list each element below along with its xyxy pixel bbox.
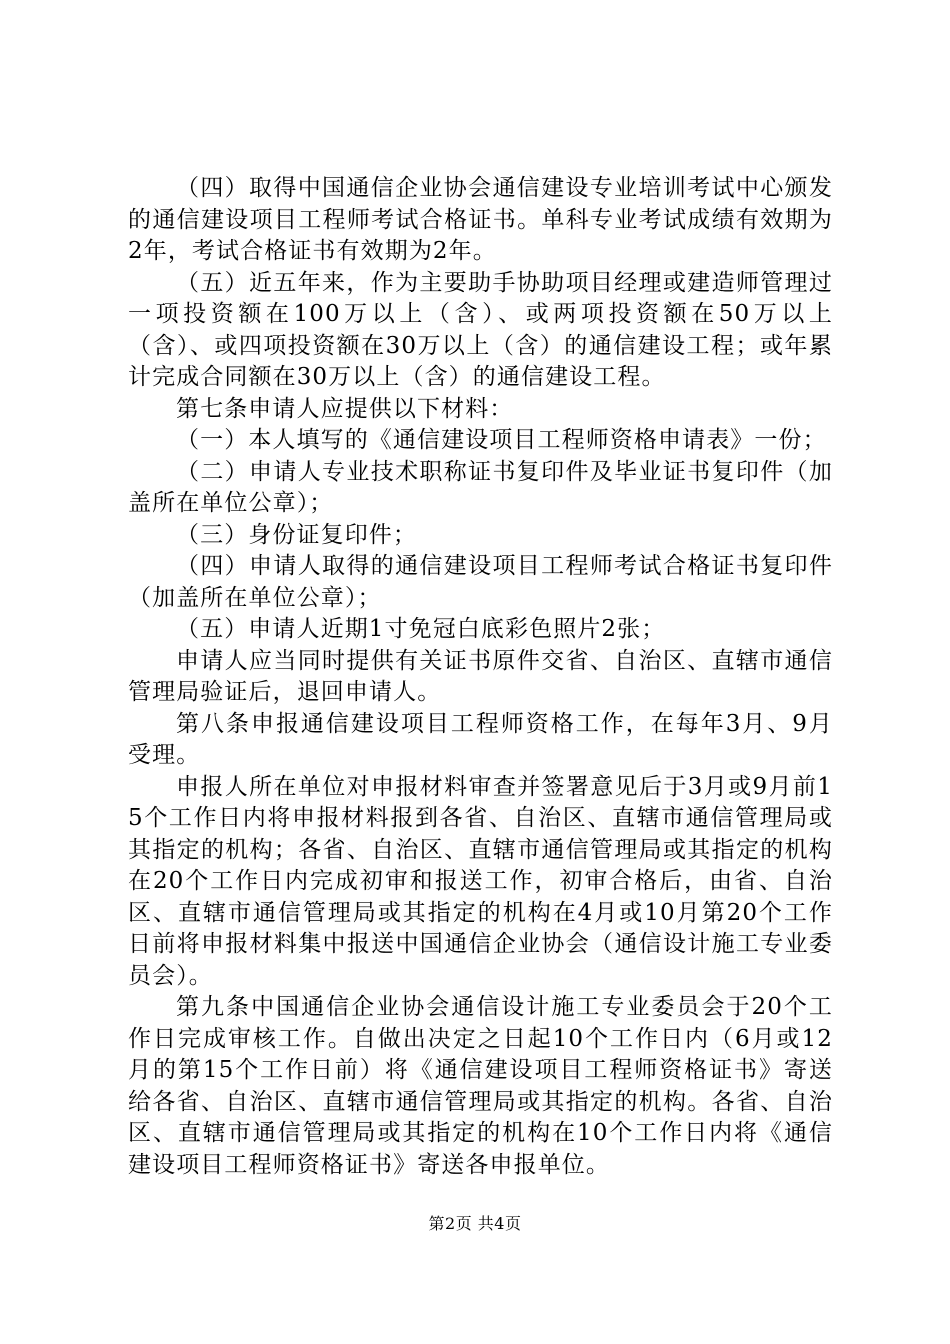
paragraph-material-5: （五）申请人近期1寸免冠白底彩色照片2张； — [176, 616, 666, 642]
paragraph-material-3: （三）身份证复印件； — [176, 521, 417, 548]
paragraph-material-1: （一）本人填写的《通信建设项目工程师资格申请表》一份； — [176, 427, 827, 453]
paragraph-material-2: （二）申请人专业技术职称证书复印件及毕业证书复印件（加盖所在单位公章）； — [128, 458, 833, 516]
page-number-footer: 第2页 共4页 — [428, 1214, 522, 1233]
paragraph-material-4: （四）申请人取得的通信建设项目工程师考试合格证书复印件（加盖所在单位公章）； — [128, 553, 833, 611]
paragraph-item-5-experience: （五）近五年来，作为主要助手协助项目经理或建造师管理过一项投资额在100万以上（含）、或两项投资额在50万以上（含）、或四项投资额在30万以上（含）的通信建设工程；或年累计完成合同额在30万以上（含）的通信建设工程。 — [128, 269, 833, 390]
document-body — [128, 173, 833, 1181]
paragraph-item-4-certificate: （四）取得中国通信企业协会通信建设专业培训考试中心颁发的通信建设项目工程师考试合格证书。单科专业考试成绩有效期为2年，考试合格证书有效期为2年。 — [128, 175, 833, 264]
paragraph-article-8: 第八条申报通信建设项目工程师资格工作，在每年3月、9月受理。 — [128, 710, 833, 768]
paragraph-submission-process: 申报人所在单位对申报材料审查并签署意见后于3月或9月前15个工作日内将申报材料报到各省、自治区、直辖市通信管理局或其指定的机构；各省、自治区、直辖市通信管理局或其指定的机构在20个工作日内完成初审和报送工作，初审合格后，由省、自治区、直辖市通信管理局或其指定的机构在4月或10月第20个工作日前将申报材料集中报送中国通信企业协会（通信设计施工专业委员会）。 — [128, 773, 833, 989]
paragraph-original-verification: 申请人应当同时提供有关证书原件交省、自治区、直辖市通信管理局验证后，退回申请人。 — [128, 647, 833, 705]
paragraph-article-9: 第九条中国通信企业协会通信设计施工专业委员会于20个工作日完成审核工作。自做出决定之日起10个工作日内（6月或12月的第15个工作日前）将《通信建设项目工程师资格证书》寄送给各省、自治区、直辖市通信管理局或其指定的机构。各省、自治区、直辖市通信管理局或其指定的机构在10个工作日内将《通信建设项目工程师资格证书》寄送各申报单位。 — [128, 994, 833, 1178]
paragraph-article-7: 第七条申请人应提供以下材料： — [176, 395, 514, 422]
